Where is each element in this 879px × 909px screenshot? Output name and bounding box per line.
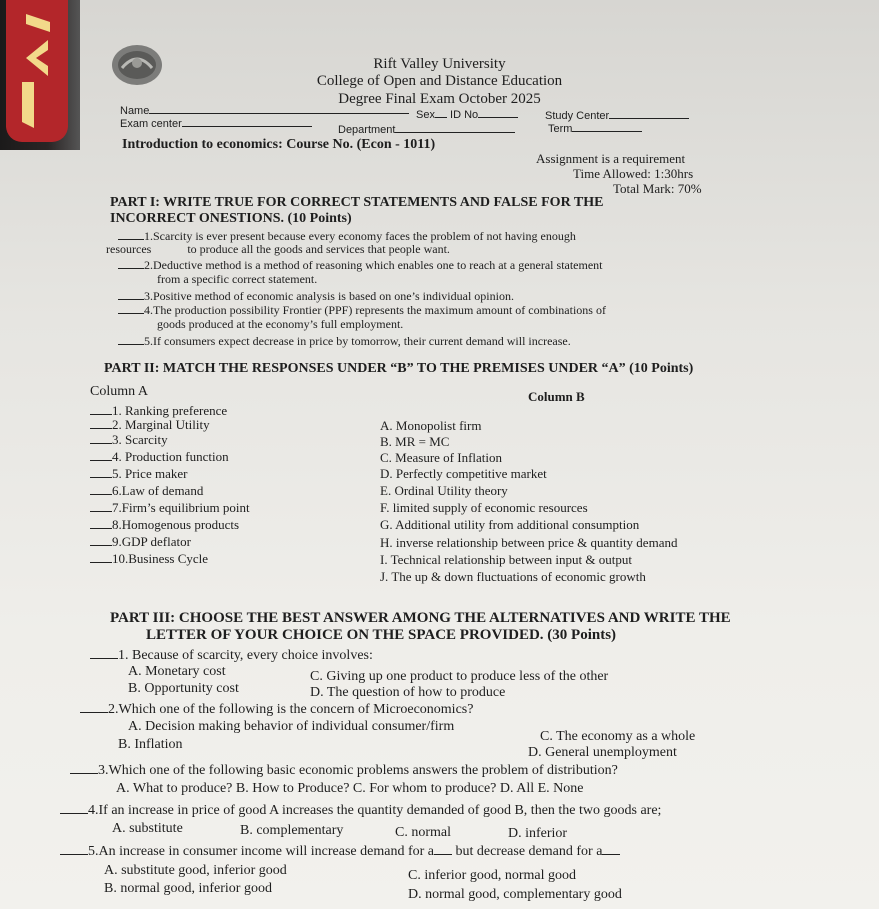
column-b-item: A. Monopolist firm: [380, 418, 482, 433]
q4-option-d: D. inferior: [508, 826, 568, 841]
part3-q5: 5.An increase in consumer income will increase demand for a but decrease demand for a: [60, 844, 620, 859]
answer-blank[interactable]: [90, 433, 112, 444]
answer-blank[interactable]: [90, 535, 112, 546]
part3-title-2: LETTER OF YOUR CHOICE ON THE SPACE PROVIDED. (30 Points): [146, 627, 617, 643]
q2-option-b: B. Inflation: [118, 737, 183, 752]
department-field[interactable]: [338, 122, 515, 136]
column-a-item: [90, 535, 191, 548]
id-label: ID No: [450, 109, 479, 121]
column-a-item: [90, 484, 203, 497]
part2-title: PART II: MATCH THE RESPONSES UNDER “B” TO THE PREMISES UNDER “A” (10 Points): [104, 361, 694, 376]
part1-q4: 4.The production possibility Frontier (PPF) represents the maximum amount of combinations of: [118, 303, 606, 316]
study-center-label: Study Center: [545, 110, 610, 122]
part1-title-2: INCORRECT ONESTIONS. (10 Points): [110, 211, 352, 226]
answer-blank[interactable]: [90, 648, 118, 659]
name-label: Name: [120, 105, 150, 117]
answer-blank[interactable]: [118, 289, 144, 300]
q1-option-d: D. The question of how to produce: [310, 685, 506, 700]
part3-q1: 1. Because of scarcity, every choice involves:: [90, 648, 373, 663]
column-a-label: 6.Law of demand: [112, 483, 204, 498]
q4-option-b: B. complementary: [240, 823, 344, 838]
q5-option-d: D. normal good, complementary good: [408, 887, 622, 902]
q2-option-a: A. Decision making behavior of individual consumer/firm: [128, 719, 455, 734]
exam-title: Degree Final Exam October 2025: [338, 91, 541, 107]
q5-option-a: A. substitute good, inferior good: [104, 863, 287, 878]
answer-blank[interactable]: [90, 518, 112, 529]
column-a-label: 5. Price maker: [112, 466, 188, 481]
time-allowed: Time Allowed: 1:30hrs: [573, 166, 694, 181]
college-name: College of Open and Distance Education: [316, 73, 563, 89]
column-a-item: [90, 518, 239, 531]
column-a-item: [90, 467, 187, 480]
column-a-label: 2. Marginal Utility: [112, 417, 210, 432]
answer-blank[interactable]: [60, 844, 88, 855]
column-a-item: [90, 552, 208, 565]
sex-field[interactable]: [416, 107, 518, 121]
part1-q1-cont: resources to produce all the goods and services that people want.: [106, 242, 450, 256]
exam-center-label: Exam center: [120, 118, 182, 130]
term-field[interactable]: [548, 121, 642, 135]
column-b-item: J. The up & down fluctuations of economic growth: [380, 569, 646, 584]
column-a-label: 10.Business Cycle: [112, 551, 209, 566]
answer-blank[interactable]: [80, 702, 108, 713]
answer-blank[interactable]: [118, 334, 144, 345]
column-b-header: Column B: [528, 389, 585, 404]
study-center-field[interactable]: [545, 108, 689, 122]
column-a-label: 7.Firm’s equilibrium point: [112, 500, 250, 515]
column-a-label: 1. Ranking preference: [112, 403, 228, 418]
q1-option-a: A. Monetary cost: [128, 664, 226, 679]
answer-blank[interactable]: [90, 484, 112, 495]
column-a-item: [90, 418, 210, 431]
part3-title-1: PART III: CHOOSE THE BEST ANSWER AMONG THE ALTERNATIVES AND WRITE THE: [110, 610, 731, 626]
column-b-item: D. Perfectly competitive market: [380, 466, 547, 481]
column-a-label: 9.GDP deflator: [112, 534, 191, 549]
column-b-item: G. Additional utility from additional consumption: [380, 517, 640, 532]
answer-blank[interactable]: [118, 258, 144, 269]
total-mark: Total Mark: 70%: [613, 181, 702, 196]
q1-option-b: B. Opportunity cost: [128, 681, 239, 696]
part1-q5: 5.If consumers expect decrease in price by tomorrow, their current demand will increase.: [118, 334, 571, 347]
q4-option-a: A. substitute: [112, 821, 183, 836]
column-b-item: B. MR = MC: [380, 434, 450, 449]
answer-blank[interactable]: [90, 404, 112, 415]
column-b-item: H. inverse relationship between price & quantity demand: [380, 535, 678, 550]
term-label: Term: [548, 123, 573, 135]
column-a-label: 8.Homogenous products: [112, 517, 240, 532]
answer-blank[interactable]: [90, 450, 112, 461]
part1-q2-cont: from a specific correct statement.: [157, 272, 318, 286]
column-a-item: [90, 404, 227, 417]
part1-q4-cont: goods produced at the economy’s full employment.: [157, 317, 404, 331]
answer-blank[interactable]: [60, 803, 88, 814]
answer-blank[interactable]: [90, 467, 112, 478]
part1-q1: 1.Scarcity is ever present because every economy faces the problem of not having enough: [118, 229, 576, 242]
name-field[interactable]: [120, 103, 409, 117]
column-a-label: 3. Scarcity: [112, 432, 168, 447]
q2-option-d: D. General unemployment: [528, 745, 677, 760]
university-name: Rift Valley University: [373, 56, 506, 72]
q5-option-b: B. normal good, inferior good: [104, 881, 272, 896]
answer-blank[interactable]: [602, 844, 620, 855]
column-a-item: [90, 450, 229, 463]
part1-q3: 3.Positive method of economic analysis is based on one’s individual opinion.: [118, 289, 514, 302]
column-a-item: [90, 433, 168, 446]
answer-blank[interactable]: [90, 418, 112, 429]
q3-options: A. What to produce? B. How to Produce? C. For whom to produce? D. All E. None: [116, 781, 584, 796]
sex-label: Sex: [416, 109, 435, 121]
answer-blank[interactable]: [70, 763, 98, 774]
answer-blank[interactable]: [434, 844, 452, 855]
part1-title-1: PART I: WRITE TRUE FOR CORRECT STATEMENTS AND FALSE FOR THE: [110, 195, 604, 210]
column-a-item: [90, 501, 250, 514]
column-a-label: 4. Production function: [112, 449, 229, 464]
exam-center-field[interactable]: [120, 116, 312, 130]
q5-option-c: C. inferior good, normal good: [408, 868, 576, 883]
assignment-note: Assignment is a requirement: [536, 151, 686, 166]
part3-q2: 2.Which one of the following is the concern of Microeconomics?: [80, 702, 473, 717]
answer-blank[interactable]: [90, 501, 112, 512]
answer-blank[interactable]: [90, 552, 112, 563]
column-b-item: C. Measure of Inflation: [380, 450, 503, 465]
column-a-header: Column A: [90, 384, 148, 399]
part3-q4: 4.If an increase in price of good A increases the quantity demanded of good B, then the two goods are;: [60, 803, 661, 818]
answer-blank[interactable]: [118, 303, 144, 314]
course-title: Introduction to economics: Course No. (Econ - 1011): [122, 137, 436, 152]
column-b-item: I. Technical relationship between input & output: [380, 552, 632, 567]
q4-option-c: C. normal: [395, 825, 451, 840]
part3-q3: 3.Which one of the following basic economic problems answers the problem of distribution?: [70, 763, 618, 778]
department-label: Department: [338, 124, 396, 136]
q2-option-c: C. The economy as a whole: [540, 729, 696, 744]
q1-option-c: C. Giving up one product to produce less of the other: [310, 669, 609, 684]
column-b-item: E. Ordinal Utility theory: [380, 483, 508, 498]
answer-blank[interactable]: [118, 229, 144, 240]
part1-q2: 2.Deductive method is a method of reasoning which enables one to reach at a general statement: [118, 258, 603, 271]
column-b-item: F. limited supply of economic resources: [380, 500, 588, 515]
